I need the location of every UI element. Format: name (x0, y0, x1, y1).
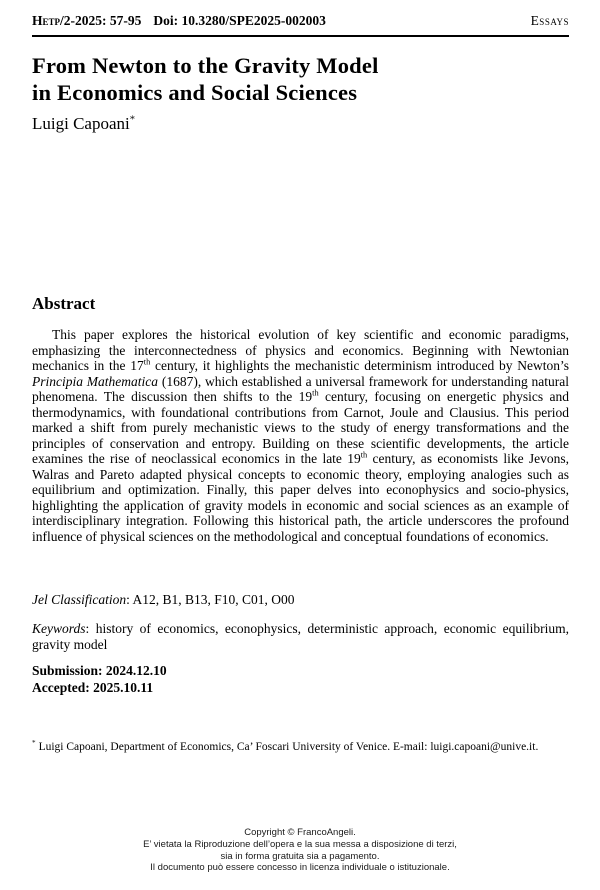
footnote-text: Luigi Capoani, Department of Economics, Ca’ Foscari University of Venice. E-mail: luigi.capoani@unive.it. (38, 741, 539, 753)
copyright-line-4: Il documento può essere concesso in licenza individuale o istituzionale. (150, 862, 450, 874)
copyright-line-1: Copyright © FrancoAngeli. (244, 827, 356, 838)
article-title-line-1: From Newton to the Gravity Model (32, 53, 379, 78)
author-line (32, 113, 569, 135)
submission-date: Submission: 2024.12.10 (32, 663, 167, 678)
journal-code: Hetp/2-2025: 57-95 (32, 13, 142, 28)
author-footnote (32, 740, 569, 754)
copyright-line-2: E’ vietata la Riproduzione dell’opera e la sua messa a disposizione di terzi, (143, 838, 457, 850)
footnote-marker: * (32, 739, 36, 748)
dates-block (32, 663, 569, 696)
keywords-label: Keywords (32, 621, 86, 636)
author-name: Luigi Capoani (32, 114, 130, 133)
copyright-line-3: sia in forma gratuita sia a pagamento. (220, 850, 380, 862)
section-label: Essays (530, 13, 569, 28)
abstract-text: This paper explores the historical evolution of key scientific and economic paradigms, emphasizing the interconnectedness of physics and economics. Beginning with Newtonian mechanics in the 17th century, it highlights the mechanistic determinism introduced by Newton’s Principia Mathematica (1687), which established a universal framework for understanding natural phenomena. The discussion then shifts to the 19th century, focusing on energetic physics and thermodynamics, with foundational contributions from Carnot, Joule and Clausius. This period marked a shift from purely mechanistic views to the study of energy transformations and the principles of conservation and entropy. Building on these scientific developments, the article examines the rise of neoclassical economics in the late 19th century, as economists like Jevons, Walras and Pareto adapted physical concepts to economic theory, employing analogies such as equilibrium and optimization. Finally, this paper delves into econophysics and socio-physics, highlighting the application of gravity models in economic and social sciences as an example of interdisciplinary integration. Following this historical path, the article underscores the profound influence of physical sciences on the methodological and conceptual foundations of economics. (32, 327, 570, 544)
article-title-line-2: in Economics and Social Sciences (32, 80, 358, 105)
abstract-heading: Abstract (32, 294, 96, 313)
jel-classification (32, 592, 569, 608)
jel-label: Jel Classification (32, 592, 127, 607)
jel-values: : A12, B1, B13, F10, C01, O00 (126, 592, 295, 607)
author-footnote-marker: * (129, 114, 135, 126)
keywords-values: : history of economics, econophysics, deterministic approach, economic equilibrium, gravity model (32, 621, 569, 652)
journal-reference (32, 13, 326, 29)
copyright-block (0, 827, 600, 874)
title-block (32, 52, 569, 135)
abstract-section (32, 294, 569, 544)
keywords (32, 621, 569, 652)
doi-text: Doi: 10.3280/SPE2025-002003 (153, 13, 326, 28)
accepted-date: Accepted: 2025.10.11 (32, 679, 154, 695)
article-title (32, 52, 569, 106)
page-header (32, 0, 569, 37)
